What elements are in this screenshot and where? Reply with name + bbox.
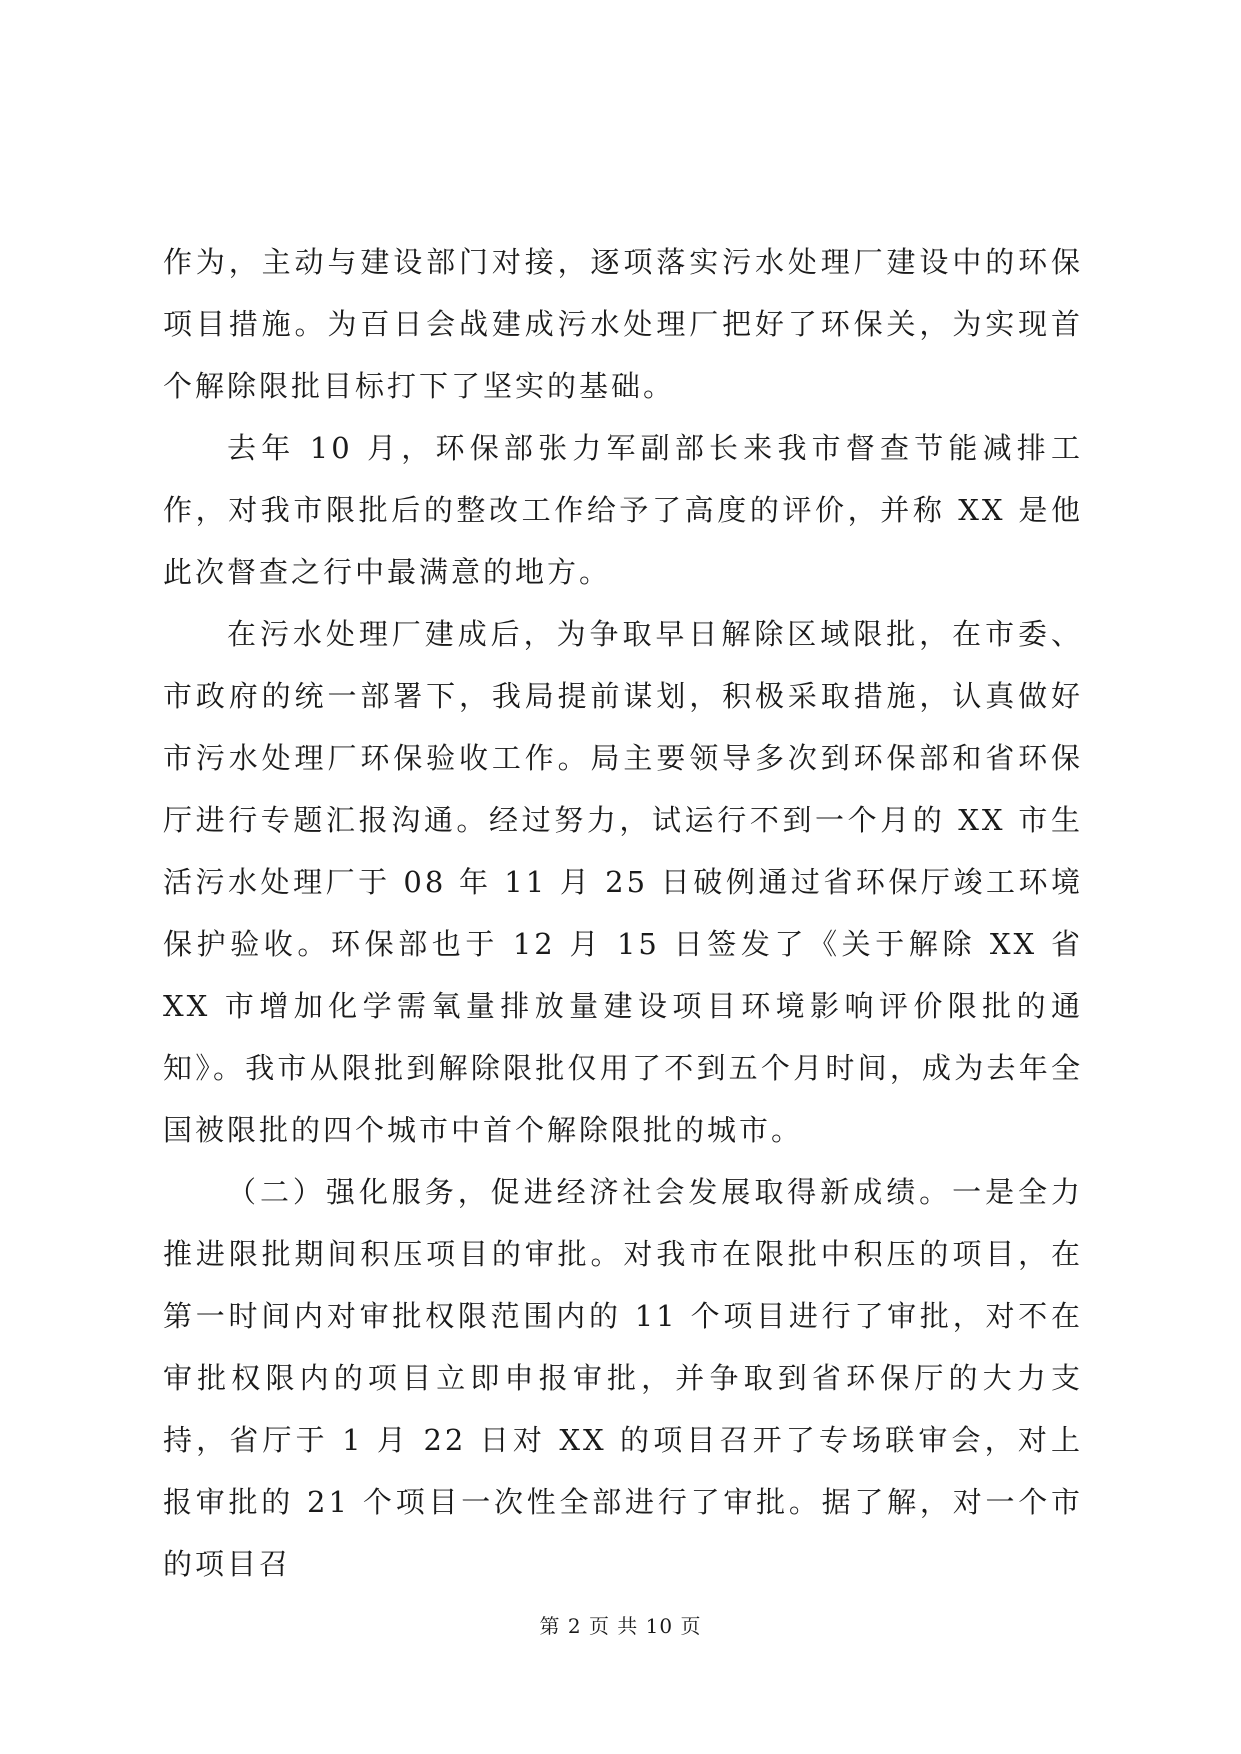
paragraph-3: 在污水处理厂建成后，为争取早日解除区域限批，在市委、市政府的统一部署下，我局提前谋划，积极采取措施，认真做好市污水处理厂环保验收工作。局主要领导多次到环保部和省环保厅进行专题汇报沟通。经过努力，试运行不到一个月的 XX 市生活污水处理厂于 08 年 11 月 25 日破例通过省环保厅竣工环境保护验收。环保部也于 12 月 15 日签发了《关于解除 XX 省 XX 市增加化学需氧量排放量建设项目环境影响评价限批的通知》。我市从限批到解除限批仅用了不到五个月时间，成为去年全国被限批的四个城市中首个解除限批的城市。 (163, 617, 1083, 1147)
paragraph-4: （二）强化服务，促进经济社会发展取得新成绩。一是全力推进限批期间积压项目的审批。对我市在限批中积压的项目，在第一时间内对审批权限范围内的 11 个项目进行了审批，对不在审批权限内的项目立即申报审批，并争取到省环保厅的大力支持，省厅于 1 月 22 日对 XX 的项目召开了专场联审会，对上报审批的 21 个项目一次性全部进行了审批。据了解，对一个市的项目召 (163, 1175, 1083, 1581)
paragraph-1: 作为，主动与建设部门对接，逐项落实污水处理厂建设中的环保项目措施。为百日会战建成污水处理厂把好了环保关，为实现首个解除限批目标打下了坚实的基础。 (163, 245, 1083, 403)
document-body (163, 231, 1083, 1595)
paragraph-2: 去年 10 月，环保部张力军副部长来我市督查节能减排工作，对我市限批后的整改工作给予了高度的评价，并称 XX 是他此次督查之行中最满意的地方。 (163, 431, 1083, 589)
page-number-footer: 第 2 页 共 10 页 (539, 1614, 702, 1638)
